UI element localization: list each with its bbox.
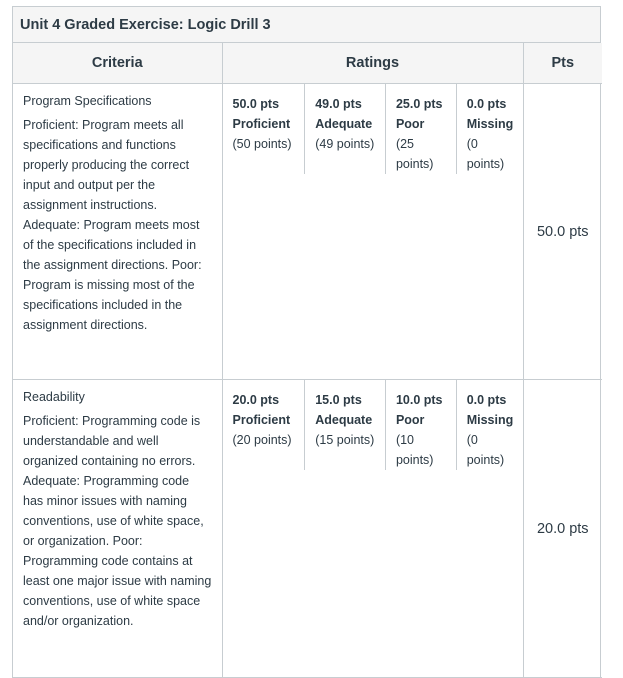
rating-points: 10.0 pts xyxy=(395,393,443,407)
rating-option xyxy=(456,84,523,174)
ratings-list xyxy=(223,380,523,470)
ratings-list xyxy=(223,84,523,174)
rating-label: Missing xyxy=(466,117,514,131)
rating-label: Poor xyxy=(395,117,425,131)
rating-label: Missing xyxy=(466,413,514,427)
rating-description: (0 points) xyxy=(466,137,505,171)
criterion-description: Proficient: Program meets all specifications and functions properly producing the correct input and output per the assignment instructions. Adequate: Program meets most of the specifications included in the assignment directions. Poor: Program is missing most of the specifications included in the assignment directions. xyxy=(23,118,202,332)
rating-points: 50.0 pts xyxy=(232,97,280,111)
rubric-title: Unit 4 Graded Exercise: Logic Drill 3 xyxy=(13,7,600,43)
rating-label: Proficient xyxy=(232,117,291,131)
header-row xyxy=(13,43,602,84)
criterion-row xyxy=(13,380,602,678)
rating-points: 0.0 pts xyxy=(466,393,507,407)
rating-points: 15.0 pts xyxy=(315,393,362,407)
rating-points: 25.0 pts xyxy=(395,97,443,111)
rating-points: 20.0 pts xyxy=(232,393,280,407)
criterion-title: Readability xyxy=(23,390,85,404)
ratings-cell xyxy=(222,380,523,678)
criteria-header: Criteria xyxy=(13,43,222,84)
rating-option xyxy=(223,84,305,174)
rating-description: (25 points) xyxy=(395,137,434,171)
rating-description: (15 points) xyxy=(315,433,375,447)
pts-header: Pts xyxy=(523,43,602,84)
rating-option xyxy=(456,380,523,470)
rating-description: (10 points) xyxy=(395,433,434,467)
ratings-header: Ratings xyxy=(222,43,523,84)
rating-label: Adequate xyxy=(315,117,373,131)
rating-label: Adequate xyxy=(315,413,373,427)
ratings-cell xyxy=(222,84,523,380)
rating-description: (50 points) xyxy=(232,137,292,151)
rating-option xyxy=(385,380,456,470)
rubric-grid xyxy=(13,43,602,678)
rating-option xyxy=(385,84,456,174)
rating-description: (20 points) xyxy=(232,433,292,447)
rating-description: (0 points) xyxy=(466,433,505,467)
rating-label: Poor xyxy=(395,413,425,427)
criterion-points: 20.0 pts xyxy=(523,380,602,678)
criterion-description: Proficient: Programming code is understandable and well organized containing no errors. Adequate: Programming code has minor issues with naming conventions, use of white space, or organization. Poor: Programming code contains at least one major issue with naming conventions, use of white space and/or organization. xyxy=(23,414,212,628)
rating-option xyxy=(304,380,385,470)
rating-option xyxy=(223,380,305,470)
criterion-points: 50.0 pts xyxy=(523,84,602,380)
criterion-title: Program Specifications xyxy=(23,94,152,108)
rating-label: Proficient xyxy=(232,413,291,427)
rubric-table xyxy=(12,6,601,678)
rating-description: (49 points) xyxy=(315,137,375,151)
criterion-cell xyxy=(13,380,222,678)
criterion-cell xyxy=(13,84,222,380)
rating-option xyxy=(304,84,385,174)
rating-points: 0.0 pts xyxy=(466,97,507,111)
rating-points: 49.0 pts xyxy=(315,97,362,111)
criterion-row xyxy=(13,84,602,380)
